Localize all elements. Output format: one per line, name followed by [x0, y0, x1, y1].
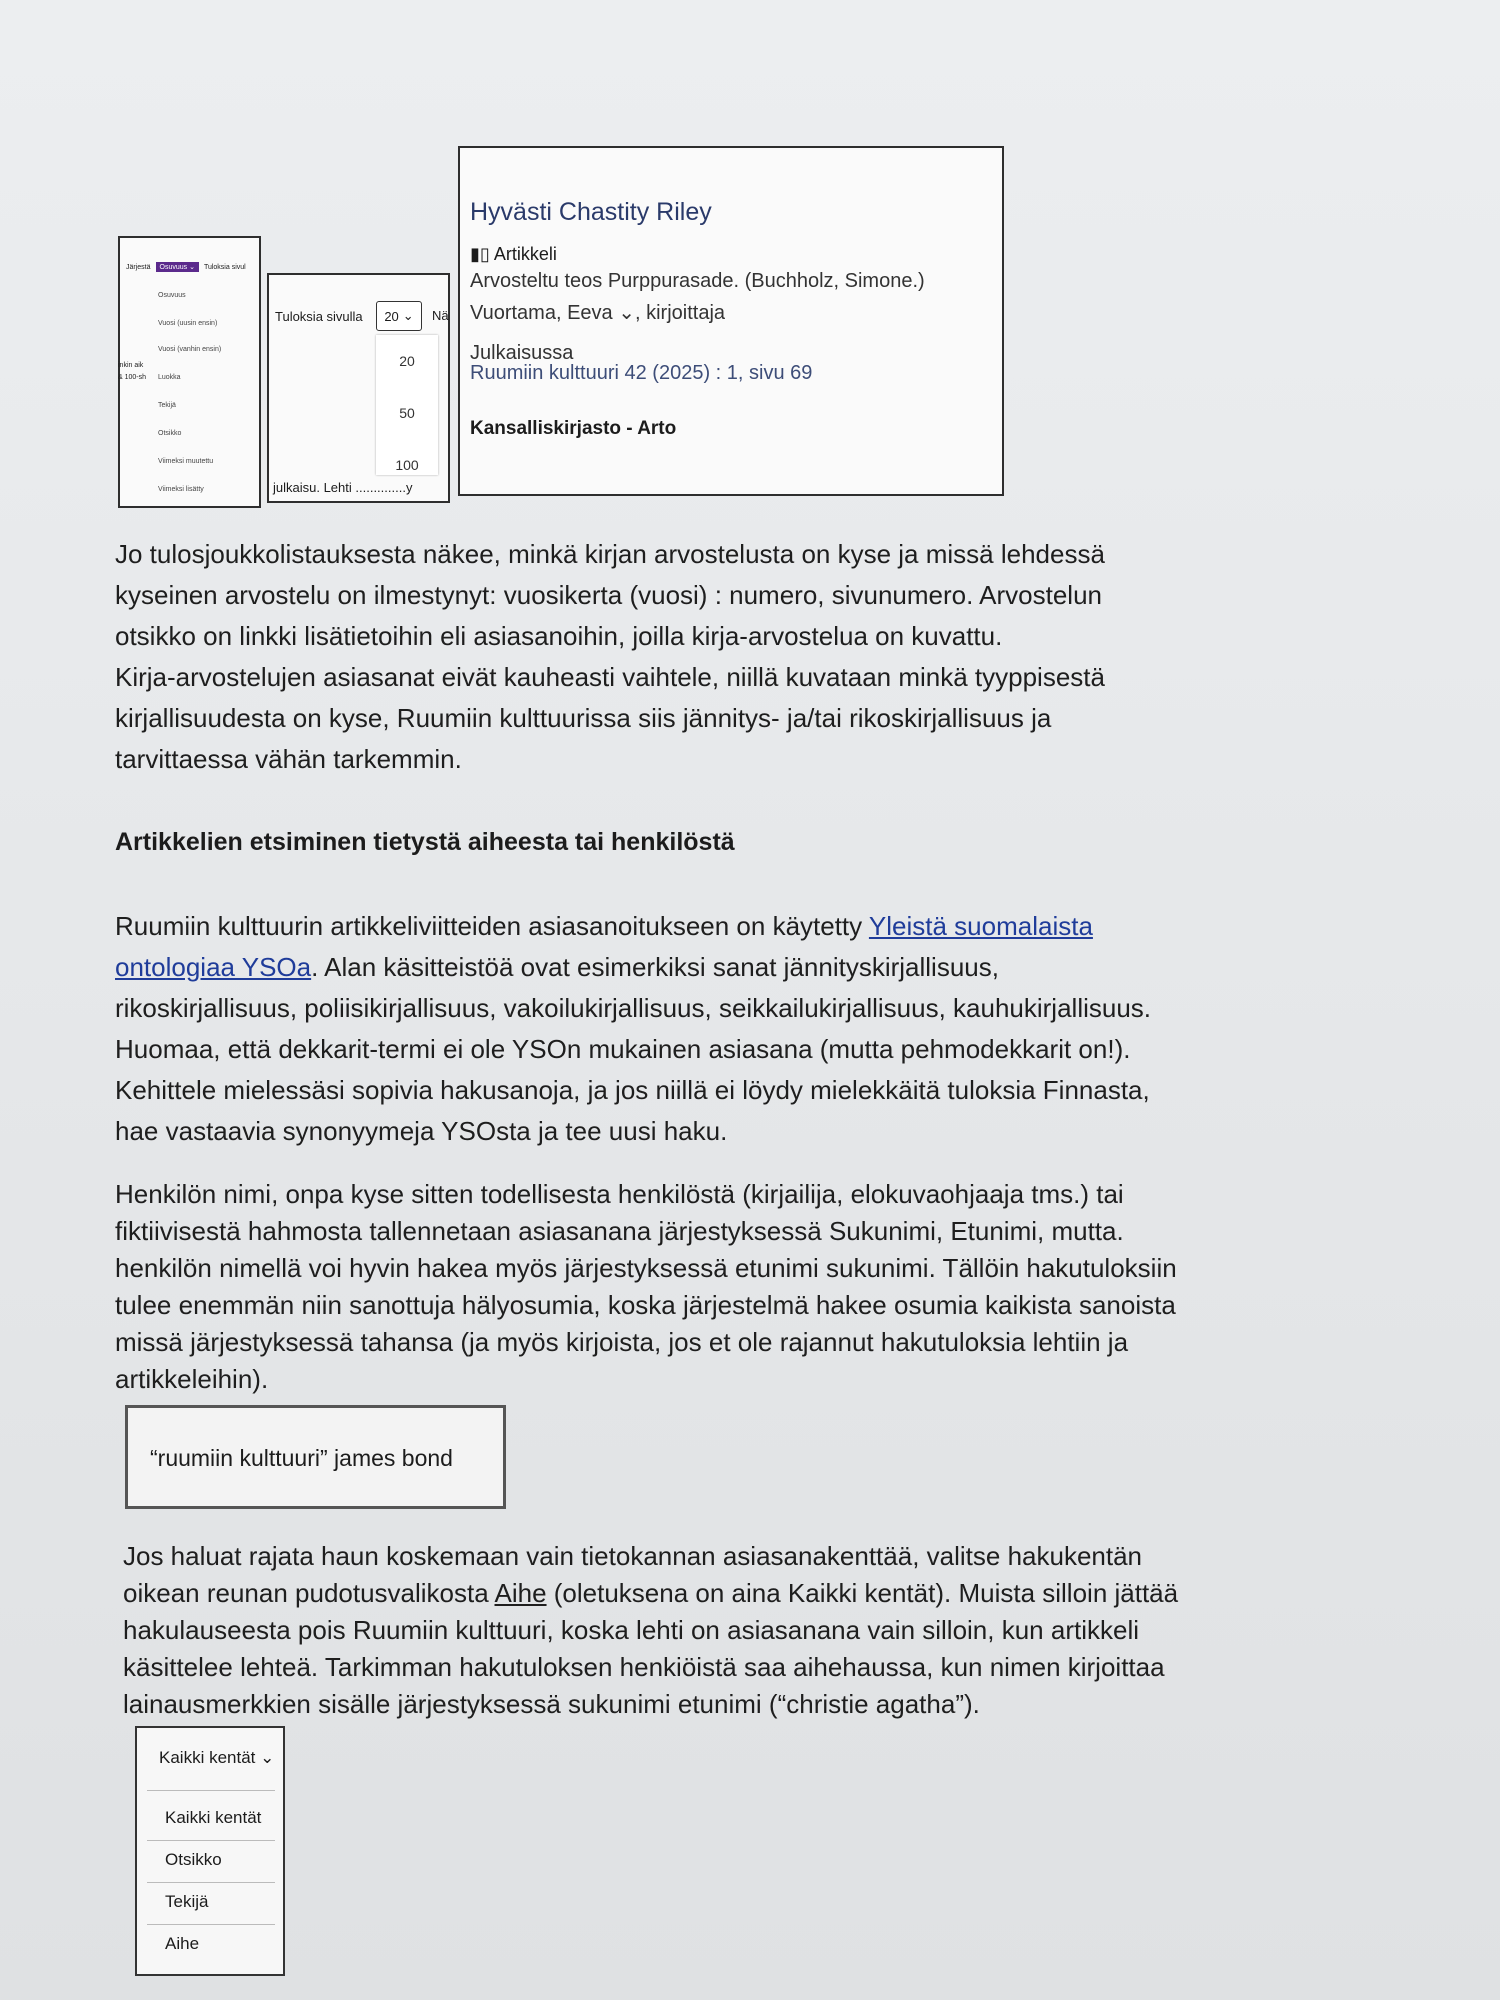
per-page-footer: julkaisu. Lehti ..............y: [273, 480, 413, 495]
sort-select[interactable]: Osuvuus ⌄: [156, 262, 199, 272]
yso-link-continued[interactable]: ontologiaa YSOa: [115, 952, 312, 982]
text-line: fiktiivisestä hahmosta tallennetaan asiasanana järjestyksessä Sukunimi, Etunimi, mutta.: [115, 1216, 1124, 1246]
per-page-select[interactable]: 20 ⌄: [376, 301, 422, 331]
text-line: Jos haluat rajata haun koskemaan vain tietokannan asiasanakenttää, valitse hakukentän: [123, 1541, 1143, 1571]
field-option[interactable]: Otsikko: [165, 1850, 222, 1869]
text-line: Kirja-arvostelujen asiasanat eivät kauheasti vaihtele, niillä kuvataan minkä tyyppisestä: [115, 662, 1105, 692]
paragraph-3: [115, 1176, 1177, 1398]
field-option[interactable]: Kaikki kentät: [165, 1808, 262, 1827]
sort-option[interactable]: Vuosi (uusin ensin): [158, 320, 218, 327]
section-heading: Artikkelien etsiminen tietystä aiheesta tai henkilöstä: [115, 828, 735, 856]
sort-option[interactable]: Otsikko: [158, 430, 182, 437]
paragraph-2: [115, 906, 1151, 1152]
side-label-1: inkin aik: [118, 362, 144, 369]
field-menu-screenshot: [135, 1726, 285, 1976]
reviewed-work: Arvosteltu teos Purppurasade. (Buchholz, Simone.): [470, 270, 925, 292]
text-line: Ruumiin kulttuurin artikkeliviitteiden asiasanoitukseen on käytetty Yleistä suomalaista: [115, 911, 1093, 941]
text-line: tarvittaessa vähän tarkemmin.: [115, 744, 462, 774]
per-page-dropdown: [376, 335, 438, 475]
field-option[interactable]: Tekijä: [165, 1892, 209, 1911]
text-line: kirjallisuudesta on kyse, Ruumiin kulttuurissa siis jännitys- ja/tai rikoskirjallisuus ja: [115, 703, 1052, 733]
sort-header: [126, 260, 255, 274]
text-line: käsittelee lehteä. Tarkimman hakutuloksen henkiöistä saa aihehaussa, kun nimen kirjoittaa: [123, 1652, 1165, 1682]
sort-option[interactable]: Viimeksi muutettu: [158, 458, 214, 465]
text-line: lainausmerkkien sisälle järjestyksessä sukunimi etunimi (“christie agatha”).: [123, 1689, 980, 1719]
per-page-option[interactable]: 20: [399, 353, 415, 369]
per-page-option[interactable]: 100: [395, 457, 419, 473]
text-line: Kehittele mielessäsi sopivia hakusanoja, ja jos niillä ei löydy mielekkäitä tuloksia Finnasta,: [115, 1075, 1150, 1105]
record-source: Kansalliskirjasto - Arto: [470, 418, 677, 439]
search-query: “ruumiin kulttuuri” james bond: [150, 1445, 453, 1471]
chevron-down-icon: ⌄: [260, 1748, 275, 1767]
record-format: ▮▯ Artikkeli: [470, 244, 557, 264]
aihe-link[interactable]: Aihe: [494, 1578, 547, 1608]
search-example-screenshot: [125, 1405, 506, 1509]
text-line: henkilön nimellä voi hyvin hakea myös järjestyksessä etunimi sukunimi. Tällöin hakutuloksiin: [115, 1253, 1177, 1283]
sort-option[interactable]: Tekijä: [158, 402, 176, 409]
sort-label: Järjestä: [126, 263, 151, 271]
text-line: otsikko on linkki lisätietoihin eli asiasanoihin, joilla kirja-arvostelua on kuvattu.: [115, 621, 1003, 651]
text-line: missä järjestyksessä tahansa (ja myös kirjoista, jos et ole rajannut hakutuloksia lehtiin ja: [115, 1327, 1129, 1357]
field-select[interactable]: Kaikki kentät ⌄: [159, 1748, 275, 1767]
divider: [147, 1790, 275, 1791]
text-line: Huomaa, että dekkarit-termi ei ole YSOn mukainen asiasana (mutta pehmodekkarit on!).: [115, 1034, 1131, 1064]
record-screenshot: [458, 146, 1004, 496]
text-line: artikkeleihin).: [115, 1364, 269, 1394]
text-line: ontologiaa YSOa. Alan käsitteistöä ovat esimerkiksi sanat jännityskirjallisuus,: [115, 952, 999, 982]
side-label-2: & 100-sh: [118, 374, 147, 381]
cut-text: Nä: [432, 308, 449, 323]
sort-option[interactable]: Osuvuus: [158, 292, 186, 299]
text-line: rikoskirjallisuus, poliisikirjallisuus, vakoilukirjallisuus, seikkailukirjallisuus, kauhukirjallisuus.: [115, 993, 1152, 1023]
record-title[interactable]: Hyvästi Chastity Riley: [470, 198, 712, 226]
text-line: Jo tulosjoukkolistauksesta näkee, minkä kirjan arvostelusta on kyse ja missä lehdessä: [115, 539, 1105, 569]
article-icon: ▮▯: [470, 244, 490, 264]
per-page-option[interactable]: 50: [399, 405, 415, 421]
divider: [147, 1882, 275, 1883]
published-in: Ruumiin kulttuuri 42 (2025) : 1, sivu 69: [470, 362, 813, 384]
field-option[interactable]: Aihe: [165, 1934, 200, 1953]
per-page-label: Tuloksia sivulla: [275, 309, 363, 324]
text-line: tulee enemmän niin sanottuja hälyosumia, koska järjestelmä hakee osumia kaikista sanoista: [115, 1290, 1176, 1320]
results-per-page-label: Tuloksia sivul: [203, 263, 246, 271]
record-author[interactable]: Vuortama, Eeva ⌄, kirjoittaja: [470, 302, 726, 324]
paragraph-1: [115, 534, 1105, 780]
text-line: hakulauseesta pois Ruumiin kulttuuri, koska lehti on asiasanana vain silloin, kun artikkeli: [123, 1615, 1139, 1645]
divider: [147, 1840, 275, 1841]
text-line: kyseinen arvostelu on ilmestynyt: vuosikerta (vuosi) : numero, sivunumero. Arvostelun: [115, 580, 1102, 610]
per-page-screenshot: [267, 273, 450, 503]
sort-option[interactable]: Luokka: [158, 374, 181, 381]
sort-option[interactable]: Viimeksi lisätty: [158, 486, 204, 493]
text-line: oikean reunan pudotusvalikosta Aihe (oletuksena on aina Kaikki kentät). Muista silloin jättää: [123, 1578, 1179, 1608]
text-line: hae vastaavia synonyymeja YSOsta ja tee uusi haku.: [115, 1116, 728, 1146]
yso-link[interactable]: Yleistä suomalaista: [868, 911, 1093, 941]
sort-option[interactable]: Vuosi (vanhin ensin): [158, 346, 222, 353]
divider: [147, 1924, 275, 1925]
paragraph-4: [123, 1538, 1178, 1723]
sort-menu-screenshot: [118, 236, 261, 508]
text-line: Henkilön nimi, onpa kyse sitten todellisesta henkilöstä (kirjailija, elokuvaohjaaja tms.) tai: [115, 1179, 1124, 1209]
chevron-down-icon: ⌄: [402, 308, 414, 323]
published-label: Julkaisussa: [470, 342, 574, 364]
